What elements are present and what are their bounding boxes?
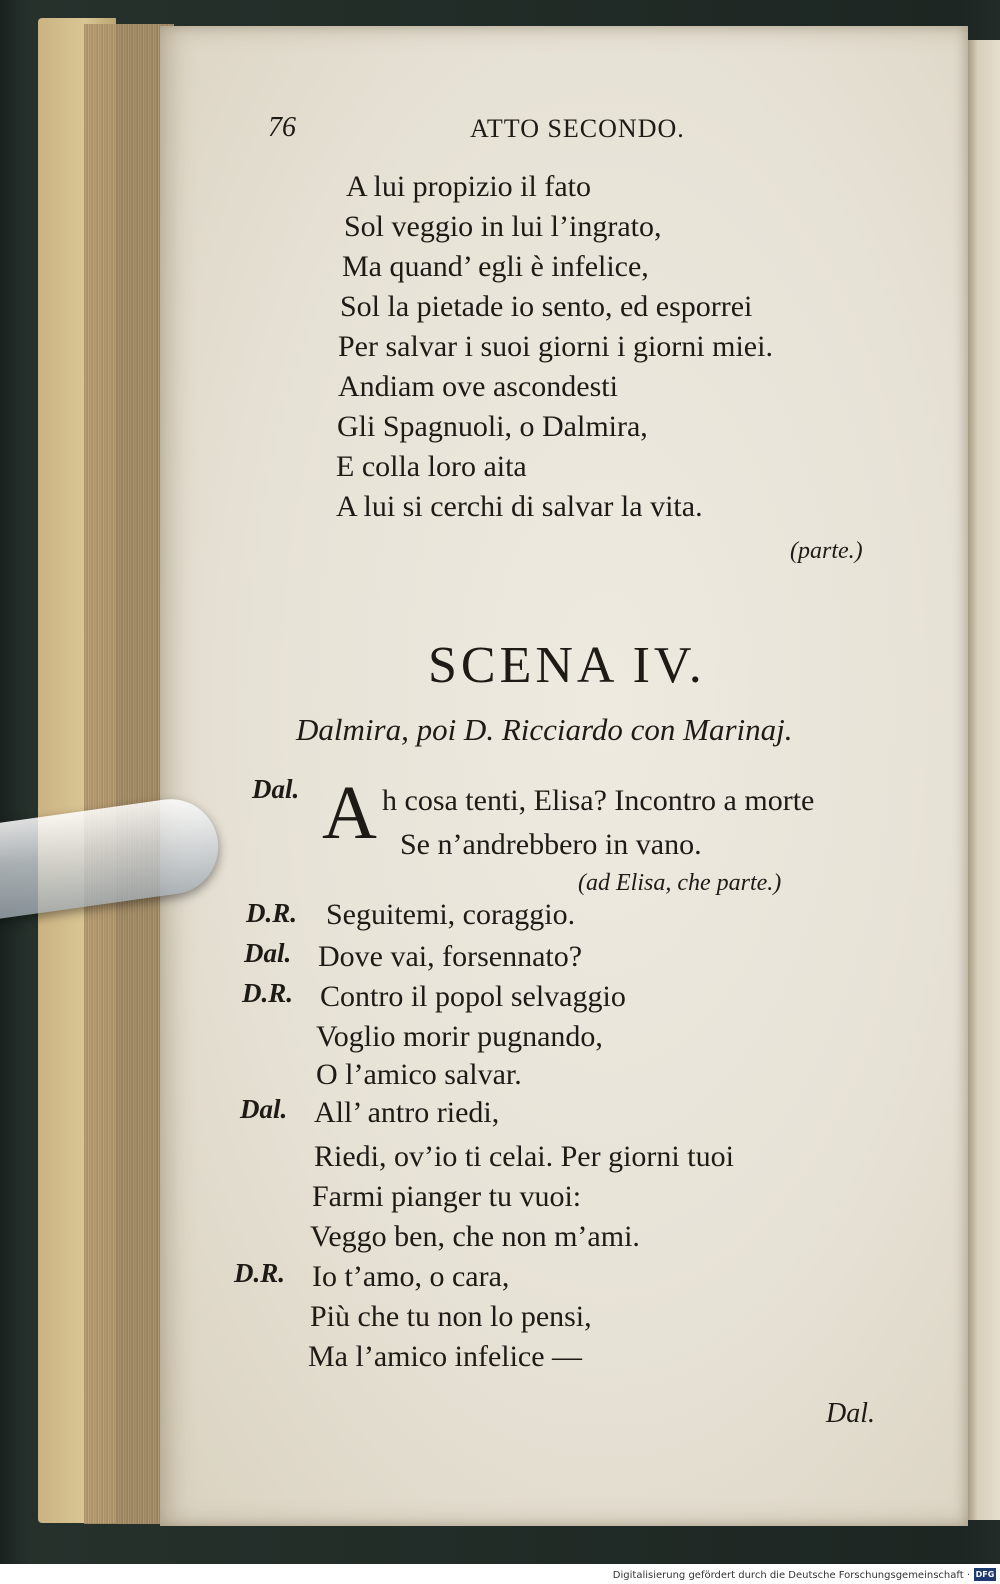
verse-line: Sol veggio in lui l’ingrato, — [344, 210, 662, 243]
speaker-label: D.R. — [246, 898, 298, 928]
page-number: 76 — [268, 112, 296, 143]
dialogue-line: Se n’andrebbero in vano. — [400, 828, 702, 861]
digitization-banner — [0, 1564, 1000, 1584]
dialogue-line: Voglio morir pugnando, — [316, 1020, 603, 1053]
dfg-logo: DFG — [975, 1570, 995, 1579]
catchword: Dal. — [826, 1398, 875, 1429]
scene-title: SCENA IV. — [428, 637, 706, 694]
dialogue-line: Veggo ben, che non m’ami. — [310, 1220, 640, 1253]
verse-line: Andiam ove ascondesti — [338, 370, 618, 403]
verse-line: Ma quand’ egli è infelice, — [342, 250, 649, 283]
dialogue-line: Contro il popol selvaggio — [320, 980, 626, 1013]
dialogue-line: Io t’amo, o cara, — [312, 1260, 510, 1293]
speaker-label: Dal. — [244, 938, 292, 968]
dialogue-line: Ma l’amico infelice — — [308, 1340, 583, 1373]
speaker-label: Dal. — [252, 774, 300, 804]
stage-direction: (parte.) — [790, 538, 863, 564]
verse-line: A lui propizio il fato — [346, 170, 591, 203]
scene-characters: Dalmira, poi D. Ricciardo con Marinaj. — [296, 712, 793, 747]
dialogue-line: h cosa tenti, Elisa? Incontro a morte — [382, 784, 815, 817]
dialogue-line: Più che tu non lo pensi, — [310, 1300, 592, 1333]
speaker-label: Dal. — [240, 1094, 288, 1124]
dialogue-line: Dove vai, forsennato? — [318, 940, 583, 973]
dialogue-line: Seguitemi, coraggio. — [326, 898, 576, 931]
drop-cap: A — [322, 771, 377, 855]
verse-line: Per salvar i suoi giorni i giorni miei. — [338, 330, 773, 363]
verse-line: Sol la pietade io sento, ed esporrei — [340, 290, 753, 323]
dialogue-line: Riedi, ov’io ti celai. Per giorni tuoi — [314, 1140, 734, 1173]
running-title: ATTO SECONDO. — [470, 114, 685, 143]
verse-line: A lui si cerchi di salvar la vita. — [336, 490, 703, 523]
stage-direction: (ad Elisa, che parte.) — [578, 870, 782, 896]
speaker-label: D.R. — [242, 978, 294, 1008]
dialogue-line: Farmi pianger tu vuoi: — [312, 1180, 582, 1213]
verse-line: E colla loro aita — [336, 450, 527, 483]
dialogue-line: O l’amico salvar. — [316, 1058, 522, 1091]
funding-note: Digitalisierung gefördert durch die Deutsche Forschungsgemeinschaft · — [612, 1570, 970, 1581]
speaker-label: D.R. — [234, 1258, 286, 1288]
dialogue-line: All’ antro riedi, — [314, 1096, 500, 1129]
verse-line: Gli Spagnuoli, o Dalmira, — [337, 410, 648, 443]
facing-page-edge — [963, 40, 1000, 1520]
